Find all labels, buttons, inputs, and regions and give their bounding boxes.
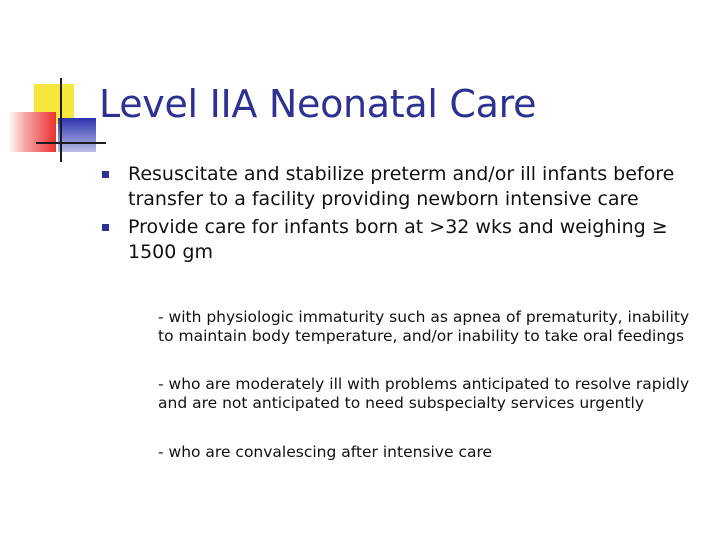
bullet-text: Resuscitate and stabilize preterm and/or ill infants before transfer to a facility providing newborn intensive care: [128, 163, 675, 210]
square-bullet-icon: [102, 171, 109, 178]
red-square-decoration: [8, 112, 56, 152]
horizontal-line-decoration: [36, 142, 106, 144]
bullet-list: [100, 162, 700, 268]
bullet-item: [100, 215, 700, 265]
vertical-line-decoration: [60, 78, 62, 162]
bullet-text: Provide care for infants born at >32 wks and weighing ≥ 1500 gm: [128, 216, 668, 263]
bullet-item: [100, 162, 700, 212]
slide-title: Level IIA Neonatal Care: [99, 82, 537, 126]
sub-item: - who are moderately ill with problems anticipated to resolve rapidly and are not anticipated to need subspecialty services urgently: [158, 375, 690, 412]
corner-decoration: [0, 0, 110, 165]
sub-item: - who are convalescing after intensive care: [158, 443, 493, 461]
sub-item: - with physiologic immaturity such as apnea of prematurity, inability to maintain body temperature, and/or inability to take oral feedings: [158, 308, 690, 345]
blue-square-decoration: [58, 118, 96, 152]
square-bullet-icon: [102, 224, 109, 231]
